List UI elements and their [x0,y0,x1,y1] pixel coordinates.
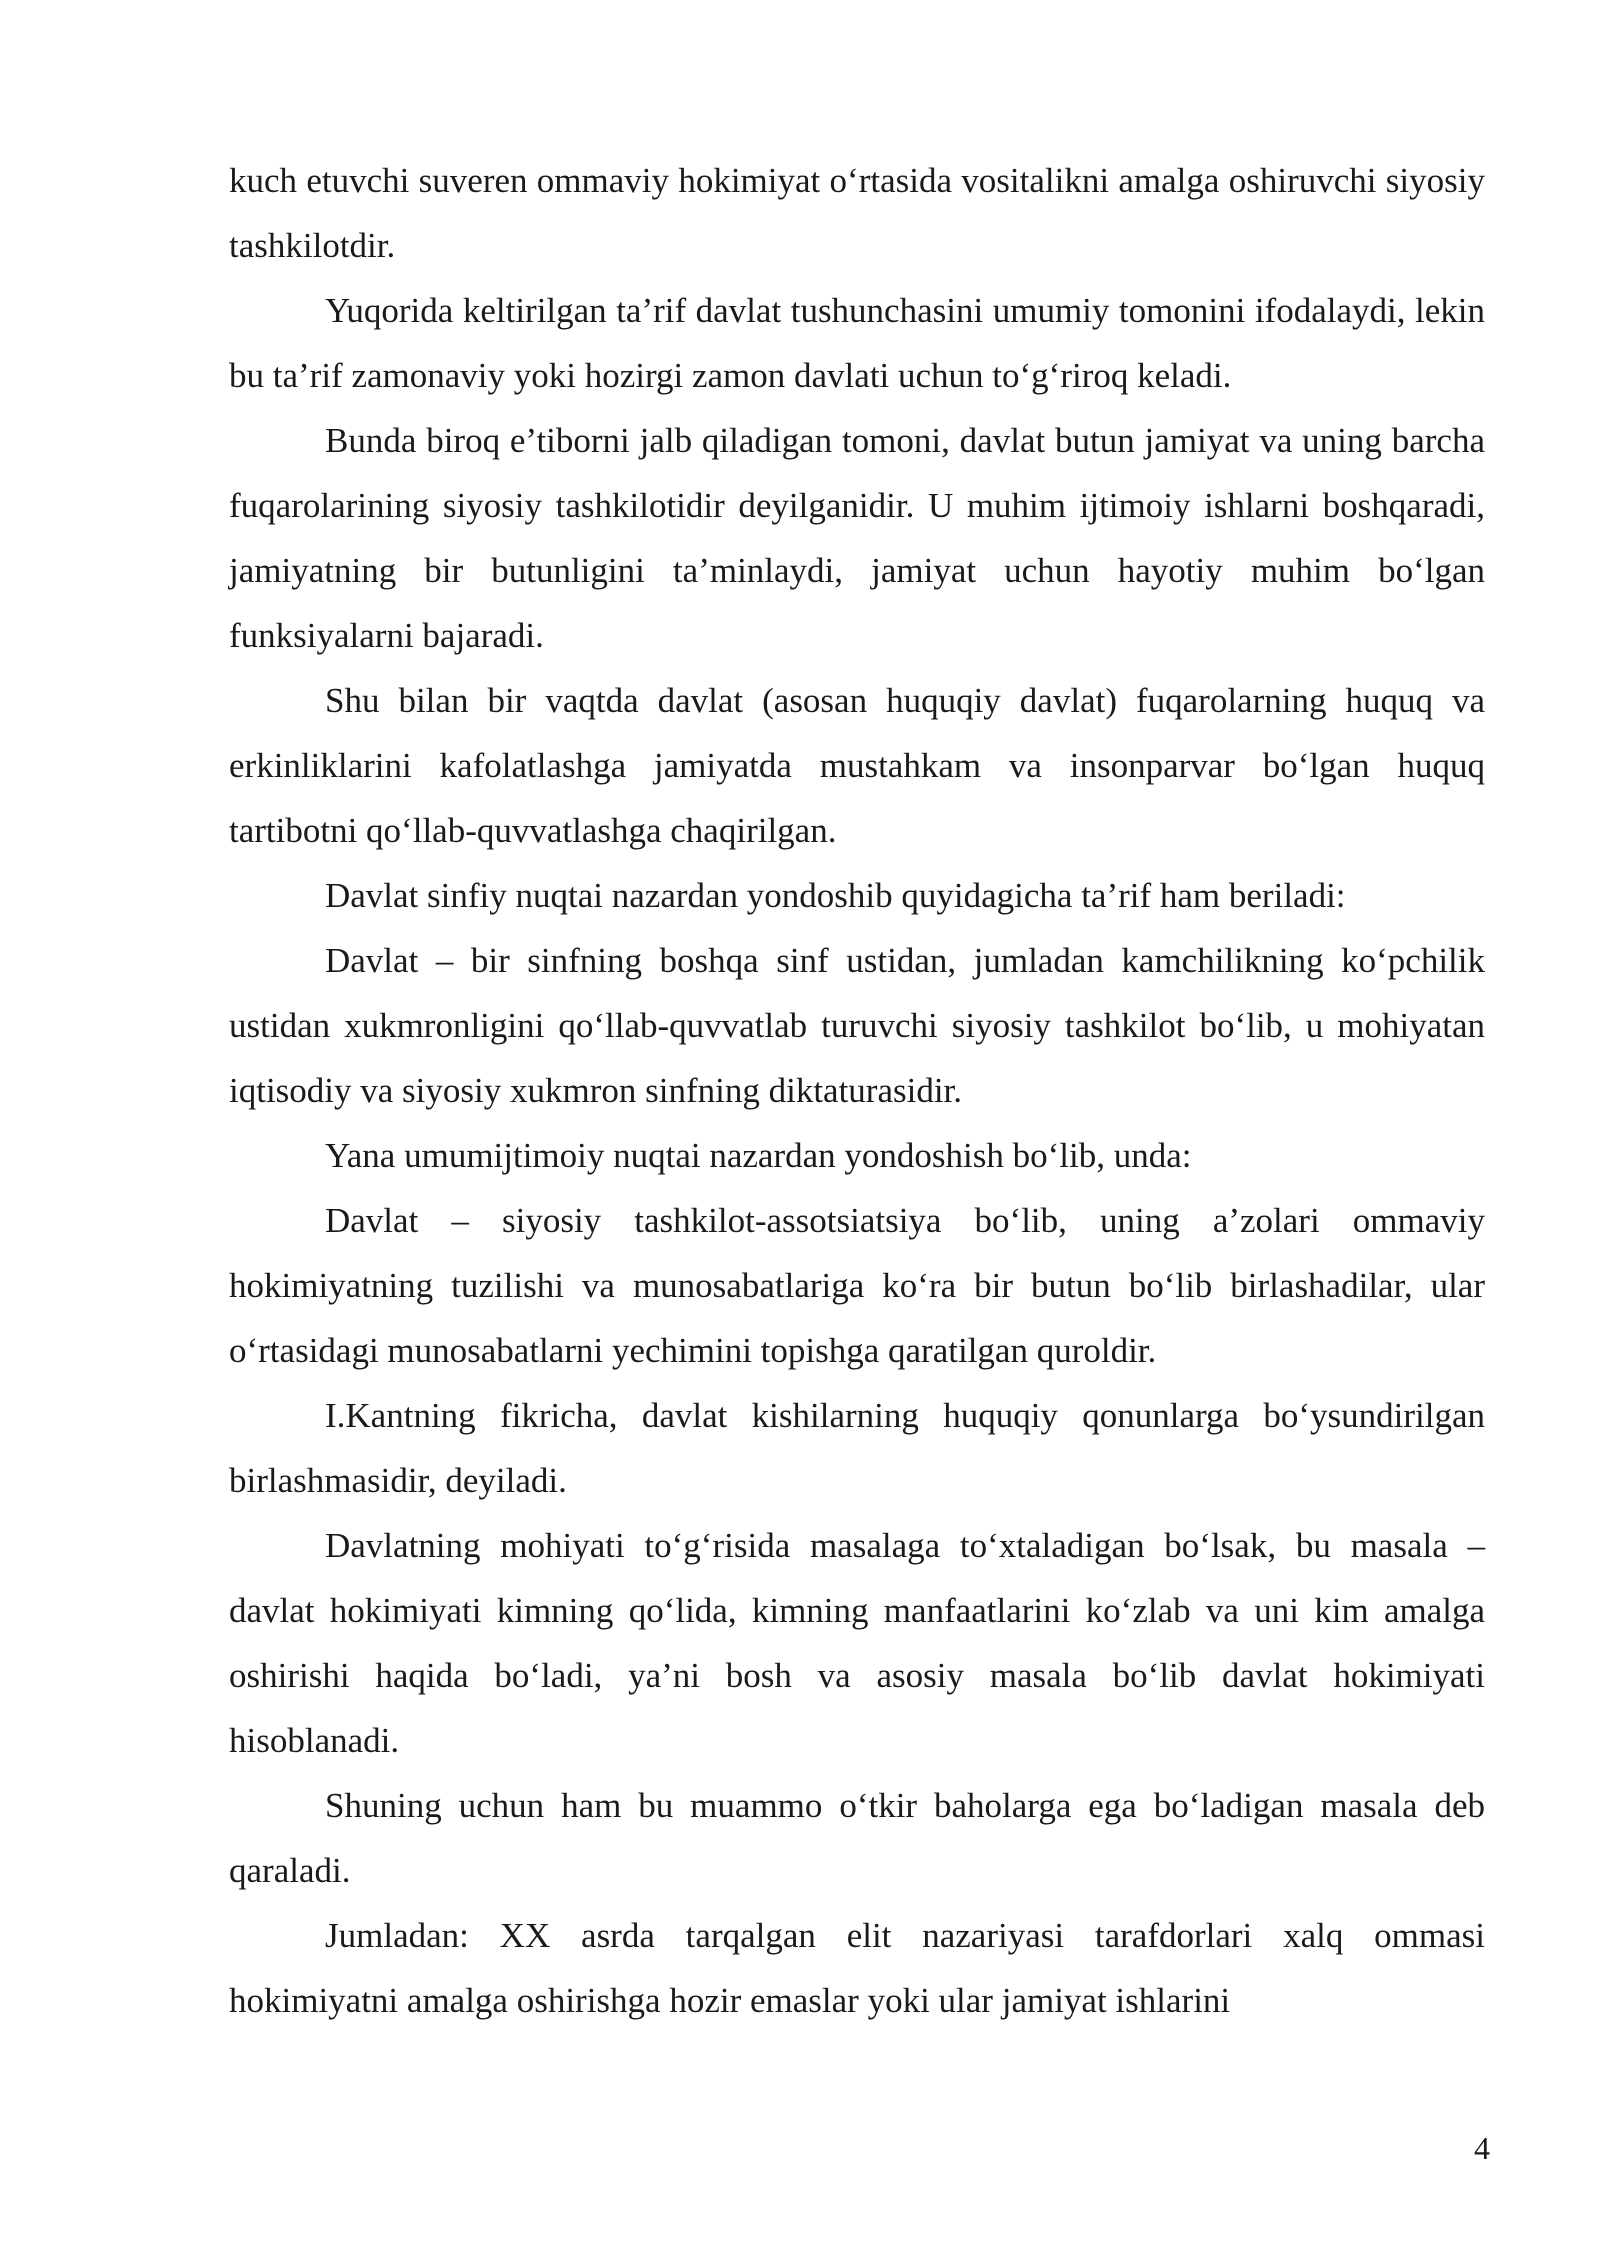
paragraph: Yuqorida keltirilgan ta’rif davlat tushunchasini umumiy tomonini ifodalaydi, lekin bu ta’rif zamonaviy yoki hozirgi zamon davlati uchun toʻgʻriroq keladi. [229,291,1485,395]
page-number: 4 [1474,2130,1490,2166]
paragraph: Jumladan: XX asrda tarqalgan elit nazariyasi tarafdorlari xalq ommasi hokimiyatni amalga oshirishga hozir emaslar yoki ular jamiyat ishlarini [229,1916,1485,2020]
paragraph: Davlatning mohiyati toʻgʻrisida masalaga toʻxtaladigan boʻlsak, bu masala – davlat hokimiyati kimning qoʻlida, kimning manfaatlarini koʻzlab va uni kim amalga oshirishi haqida boʻladi, ya’ni bosh va asosiy masala boʻlib davlat hokimiyati hisoblanadi. [229,1526,1485,1760]
paragraph: Davlat sinfiy nuqtai nazardan yondoshib quyidagicha ta’rif ham beriladi: [325,876,1346,915]
paragraph: I.Kantning fikricha, davlat kishilarning huquqiy qonunlarga boʻysundirilgan birlashmasidir, deyiladi. [229,1396,1485,1500]
paragraph: Shu bilan bir vaqtda davlat (asosan huquqiy davlat) fuqarolarning huquq va erkinliklarini kafolatlashga jamiyatda mustahkam va insonparvar boʻlgan huquq tartibotni qoʻllab-quvvatlashga chaqirilgan. [229,681,1485,850]
paragraph-continuation: kuch etuvchi suveren ommaviy hokimiyat oʻrtasida vositalikni amalga oshiruvchi siyosiy tashkilotdir. [229,161,1485,265]
paragraph: Shuning uchun ham bu muammo oʻtkir baholarga ega boʻladigan masala deb qaraladi. [229,1786,1485,1890]
paragraph: Davlat – siyosiy tashkilot-assotsiatsiya boʻlib, uning a’zolari ommaviy hokimiyatning tuzilishi va munosabatlariga koʻra bir butun boʻlib birlashadilar, ular oʻrtasidagi munosabatlarni yechimini topishga qaratilgan quroldir. [229,1201,1485,1370]
paragraph: Yana umumijtimoiy nuqtai nazardan yondoshish boʻlib, unda: [325,1136,1192,1175]
paragraph: Bunda biroq e’tiborni jalb qiladigan tomoni, davlat butun jamiyat va uning barcha fuqarolarining siyosiy tashkilotidir deyilganidir. U muhim ijtimoiy ishlarni boshqaradi, jamiyatning bir butunligini ta’minlaydi, jamiyat uchun hayotiy muhim boʻlgan funksiyalarni bajaradi. [229,421,1485,655]
paragraph: Davlat – bir sinfning boshqa sinf ustidan, jumladan kamchilikning koʻpchilik ustidan xukmronligini qoʻllab-quvvatlab turuvchi siyosiy tashkilot boʻlib, u mohiyatan iqtisodiy va siyosiy xukmron sinfning diktaturasidir. [229,941,1485,1110]
body-text [229,148,1485,2033]
